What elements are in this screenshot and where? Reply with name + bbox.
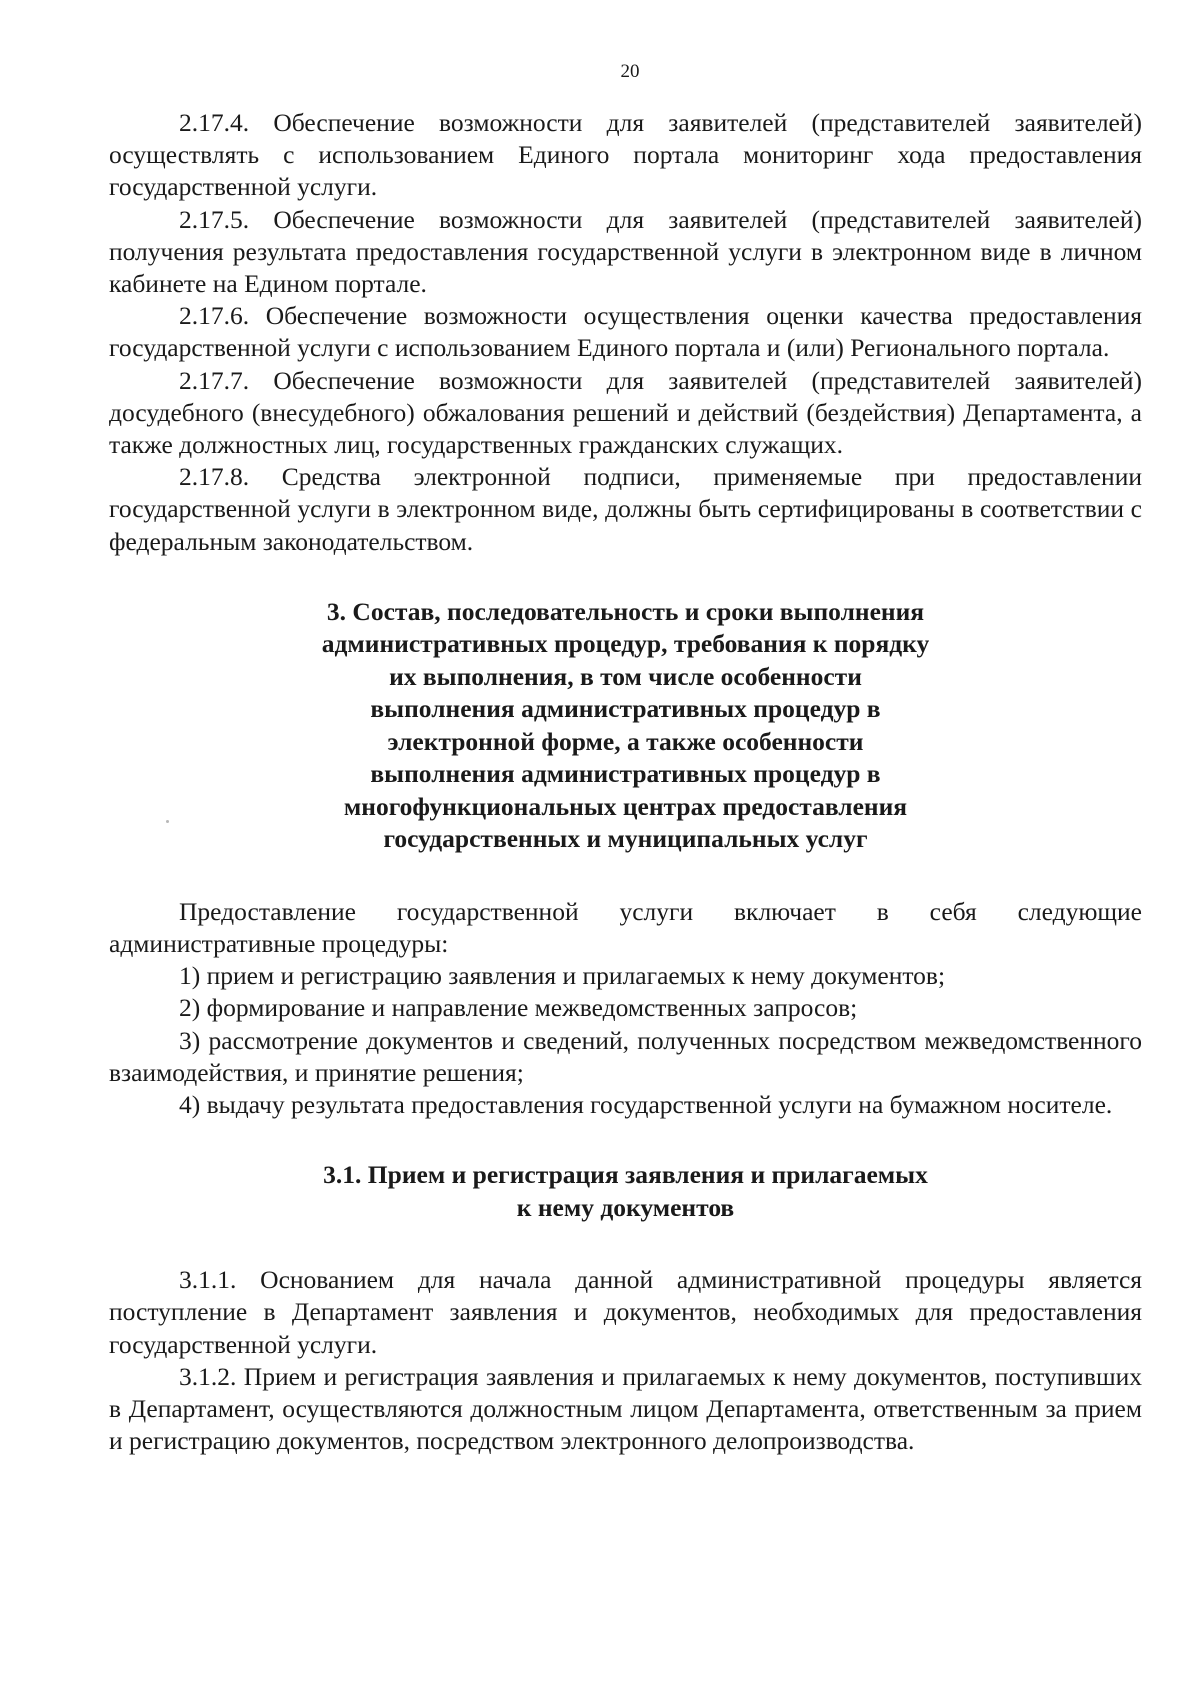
heading-line: выполнения административных процедур в — [370, 759, 881, 789]
list-item-procedure-2: 2) формирование и направление межведомственных запросов; — [179, 993, 858, 1023]
section-3-1-heading — [109, 1159, 1142, 1224]
paragraph-3-1-2: 3.1.2. Прием и регистрация заявления и прилагаемых к нему документов, поступивших в Департамент, осуществляются должностным лицом Департамента, ответственным за прием и регистрацию документов, посредством электронного делопроизводства. — [109, 1361, 1142, 1456]
paragraph-2-17-4: 2.17.4. Обеспечение возможности для заявителей (представителей заявителей) осуществлять с использованием Единого портала мониторинг хода предоставления государственной услуги. — [109, 108, 1142, 202]
heading-line: 3. Состав, последовательность и сроки выполнения — [326, 596, 925, 626]
heading-line: к нему документов — [516, 1192, 735, 1222]
heading-line: 3.1. Прием и регистрация заявления и прилагаемых — [323, 1160, 928, 1190]
paragraph-2-17-8: 2.17.8. Средства электронной подписи, применяемые при предоставлении государственной услуги в электронном виде, должны быть сертифицированы в соответствии с федеральным законодательством. — [109, 462, 1142, 556]
page-number: 20 — [620, 61, 640, 82]
list-item-procedure-4: 4) выдачу результата предоставления государственной услуги на бумажном носителе. — [179, 1090, 1113, 1120]
list-item-procedure-1: 1) прием и регистрацию заявления и прилагаемых к нему документов; — [179, 961, 946, 991]
heading-line: административных процедур, требования к порядку — [321, 629, 930, 659]
list-item-procedure-3: 3) рассмотрение документов и сведений, полученных посредством межведомственного взаимодействия, и принятие решения; — [109, 1025, 1142, 1087]
paragraph-2-17-5: 2.17.5. Обеспечение возможности для заявителей (представителей заявителей) получения результата предоставления государственной услуги в электронном виде в личном кабинете на Едином портале. — [109, 204, 1142, 299]
heading-line: выполнения административных процедур в — [370, 694, 881, 724]
paragraph-2-17-6: 2.17.6. Обеспечение возможности осуществления оценки качества предоставления государственной услуги с использованием Единого портала и (или) Регионального портала. — [109, 301, 1142, 363]
spacer — [109, 856, 1142, 896]
paragraph-3-1-1: 3.1.1. Основанием для начала данной административной процедуры является поступление в Департамент заявления и документов, необходимых для предоставления государственной услуги. — [109, 1265, 1142, 1359]
spacer — [109, 558, 1142, 596]
heading-line: их выполнения, в том числе особенности — [389, 661, 862, 691]
heading-line: электронной форме, а также особенности — [387, 726, 864, 756]
document-body — [109, 107, 1142, 1457]
spacer — [109, 1121, 1142, 1159]
paragraph-2-17-7: 2.17.7. Обеспечение возможности для заявителей (представителей заявителей) досудебного (внесудебного) обжалования решений и действий (бездействия) Департамента, а также должностных лиц, государственных гражданских служащих. — [109, 365, 1142, 460]
paragraph-procedures-intro: Предоставление государственной услуги включает в себя следующие административные процедуры: — [109, 896, 1142, 959]
scan-speck — [166, 820, 169, 823]
heading-line: многофункциональных центрах предоставления — [343, 791, 908, 821]
section-3-heading — [109, 596, 1142, 856]
spacer — [109, 1224, 1142, 1264]
heading-line: государственных и муниципальных услуг — [383, 824, 868, 854]
